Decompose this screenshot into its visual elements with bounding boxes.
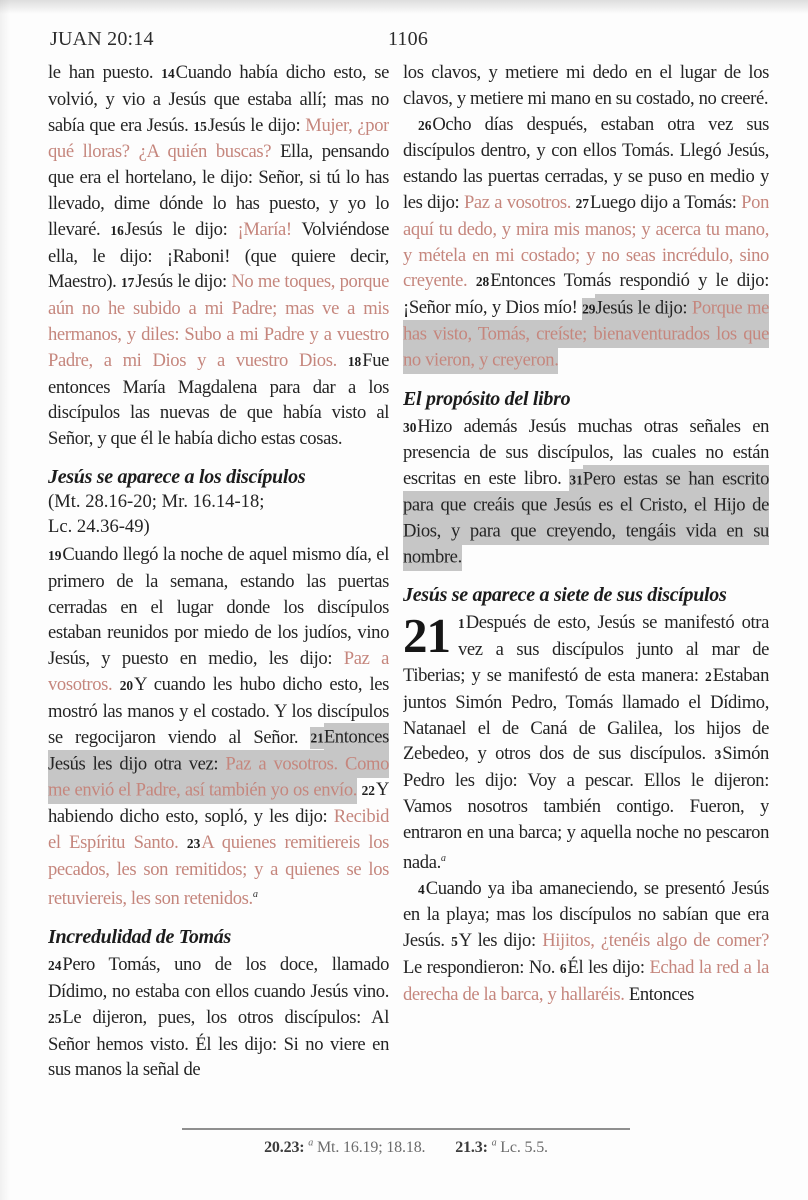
verse-number: 4 (418, 881, 425, 897)
verse-number: 21 (310, 727, 323, 749)
section (48, 925, 389, 949)
red-letter-text: Paz a vosotros. (48, 648, 389, 695)
verse-text: Luego dijo a Tomás: (589, 191, 742, 213)
verse-number: 25 (48, 1010, 62, 1026)
verse-paragraph (48, 952, 389, 1083)
verse-number: 26 (418, 117, 432, 133)
verse-paragraph (403, 876, 769, 1008)
verse-text: Estaban juntos Simón Pedro, Tomás llamado el Dídimo, Natanael el de Caná de Galilea, los hijos de Zebedeo, y otros dos de sus discípulos. (403, 664, 769, 765)
section-heading: Jesús se aparece a siete de sus discípulos (403, 584, 727, 607)
verse-paragraph (403, 112, 769, 374)
left-column (48, 60, 389, 1122)
red-letter-text: Paz a vosotros. Como me envió el Padre, así también yo os envío. (48, 750, 389, 804)
footnote-marker: a (308, 1138, 314, 1149)
verse-text: Él les dijo: (567, 956, 650, 978)
verse-paragraph (48, 60, 389, 452)
verse-text: Ella, pensando que era el hortelano, le dijo: Señor, si tú lo has llevado, dime dónde lo has puesto, y yo lo llevaré. (48, 141, 389, 240)
verse-number: 23 (186, 835, 201, 851)
verse-number: 16 (110, 222, 124, 238)
verse-text: los clavos, y metiere mi dedo en el lugar de los clavos, y metiere mi mano en su costado, no creeré. (403, 62, 769, 109)
verse-text: Cuando llegó la noche de aquel mismo día, el primero de la semana, estando las puertas cerradas en el lugar donde los discípulos estaban reunidos por miedo de los judíos, vino Jesús, y puesto en medio, les dijo: (48, 543, 389, 670)
chapter-paragraph (403, 610, 769, 875)
red-letter-text: Porque me has visto, Tomás, creíste; bienaventurados los que no vieron, y creyeron. (403, 294, 769, 375)
verse-paragraph (403, 60, 769, 112)
verse-text: Ocho días después, estaban otra vez sus discípulos dentro, y con ellos Tomás. Llegó Jesús, estando las puertas cerradas, y se puso en medio y les dijo: (403, 113, 769, 213)
section (403, 387, 769, 411)
verse-text: Entonces Jesús les dijo otra vez: (48, 723, 389, 778)
verse-number: 30 (403, 419, 417, 435)
verse-text: Cuando había dicho esto, se volvió, y vio a Jesús que estaba allí; mas no sabía que era Jesús. (48, 62, 389, 136)
red-letter-text: Hijitos, ¿tenéis algo de comer? (542, 930, 769, 952)
section-heading: Incredulidad de Tomás (48, 926, 231, 949)
verse-text: Pero Tomás, uno de los doce, llamado Dídimo, no estaba con ellos cuando Jesús vino. (48, 954, 389, 1003)
red-letter-text: Pon aquí tu dedo, y mira mis manos; y acerca tu mano, y métela en mi costado; y no seas incrédulo, sino creyente. (403, 191, 769, 292)
verse-text: Después de esto, Jesús se manifestó otra vez a sus discípulos junto al mar de Tiberias; y se manifestó de esta manera: (403, 612, 769, 686)
footnote-item (455, 1139, 548, 1156)
footnote-marker: a (252, 889, 258, 901)
verse-number: 15 (193, 118, 207, 134)
verse-text: Le respondieron: No. (403, 956, 560, 978)
parallel-passage-refs: (Mt. 28.16-20; Mr. 16.14-18; (48, 490, 265, 512)
red-letter-text: ¡María! (237, 218, 302, 240)
verse-number: 19 (48, 547, 62, 563)
verse-text: Y les dijo: (458, 930, 543, 952)
section-heading: El propósito del libro (403, 387, 571, 410)
footnote-text: Mt. 16.19; 18.18. (316, 1139, 426, 1157)
verse-text: Jesús le dijo: (595, 294, 691, 322)
verse-text: Volviéndose ella, le dijo: ¡Raboni! (que quiere decir, Maestro). (48, 218, 389, 293)
page-top-shadow (0, 0, 808, 14)
footnote-ref: 21.3: (455, 1139, 488, 1157)
verse-paragraph (403, 414, 769, 571)
footnote-item (264, 1139, 429, 1156)
verse-text: Cuando ya iba amaneciendo, se presentó Jesús en la playa; mas los discípulos no sabían que era Jesús. (403, 877, 769, 952)
book-chapter-verse-ref: JUAN 20:14 (50, 28, 154, 50)
verse-text: Jesús le dijo: (135, 271, 232, 293)
verse-text: Y habiendo dicho esto, sopló, y les dijo: (48, 779, 389, 827)
verse-text: Entonces Tomás respondió y le dijo: ¡Señor mío, y Dios mío! (403, 270, 769, 319)
footnotes-line (182, 1133, 630, 1159)
verse-number: 20 (119, 677, 134, 693)
section-heading: Jesús se aparece a los discípulos (48, 465, 306, 488)
footnote-text: Lc. 5.5. (500, 1139, 548, 1157)
page-left-shadow (0, 0, 10, 1200)
red-letter-text: A quienes remitiereis los pecados, les son remitidos; y a quienes se los retuviereis, les son retenidos. (48, 831, 389, 910)
verse-text: Fue entonces María Magdalena para dar a los discípulos las nuevas de que había visto al Señor, y que él le había dicho estas cosas. (48, 349, 389, 450)
chapter-number-dropcap: 21 (403, 608, 450, 664)
verse-text: le han puesto. (48, 62, 162, 83)
section (48, 465, 389, 539)
verse-number: 5 (451, 934, 458, 950)
red-letter-text: Echad la red a la derecha de la barca, y hallaréis. (403, 956, 769, 1005)
verse-text: Le dijeron, pues, los otros discípulos: Al Señor hemos visto. Él les dijo: Si no viere en sus manos la señal de (48, 1006, 389, 1081)
right-column (403, 60, 769, 1122)
verse-number: 3 (714, 747, 722, 763)
footnote-marker: a (440, 852, 446, 864)
verse-text (357, 779, 362, 800)
verse-number: 31 (569, 469, 582, 491)
verse-number: 2 (705, 668, 712, 684)
red-letter-text: Mujer, ¿por qué lloras? ¿A quién buscas? (48, 114, 389, 163)
verse-text: Entonces (628, 983, 695, 1005)
verse-text: Hizo además Jesús muchas otras señales en presencia de sus discípulos, las cuales no están escritas en este libro. (403, 415, 769, 490)
verse-number: 24 (48, 958, 62, 974)
verse-number: 17 (120, 275, 135, 291)
footnote-marker: a (491, 1138, 497, 1149)
text-columns (48, 60, 769, 1122)
verse-number: 28 (475, 274, 490, 290)
verse-text: Jesús le dijo: (124, 218, 238, 240)
verse-text: Simón Pedro les dijo: Voy a pescar. Ellos le dijeron: Vamos nosotros también contigo. Fueron, y entraron en una barca; y aquella noche no pescaron nada. (403, 743, 769, 873)
verse-text: Y cuando les hubo dicho esto, les mostró las manos y el costado. Y los discípulos se regocijaron viendo al Señor. (48, 673, 389, 748)
red-letter-text: Paz a vosotros. (463, 191, 576, 213)
page-number: 1106 (387, 28, 429, 50)
verse-paragraph (48, 542, 389, 912)
footnote-ref: 20.23: (264, 1139, 305, 1157)
verse-number: 6 (559, 960, 567, 976)
red-letter-text: Recibid el Espíritu Santo. (48, 805, 389, 853)
verse-number: 29 (582, 298, 595, 320)
section (403, 583, 769, 607)
running-head (48, 28, 768, 52)
footnote-divider (182, 1128, 630, 1130)
parallel-passage-refs: Lc. 24.36-49) (48, 515, 150, 537)
verse-number: 22 (361, 783, 375, 799)
verse-text: Pero estas se han escrito para que creáis que Jesús es el Cristo, el Hijo de Dios, y para que creyendo, tengáis vida en su nombre. (403, 465, 769, 571)
verse-text: Jesús le dijo: (207, 114, 306, 136)
verse-number: 14 (161, 66, 175, 81)
verse-number: 18 (347, 353, 362, 369)
verse-number: 1 (458, 616, 465, 632)
red-letter-text: No me toques, porque aún no he subido a mi Padre; mas ve a mis hermanos, y diles: Subo a mi Padre y a vuestro Padre, a mi Dios y a vuestro Dios. (48, 271, 389, 371)
verse-number: 27 (575, 195, 589, 211)
